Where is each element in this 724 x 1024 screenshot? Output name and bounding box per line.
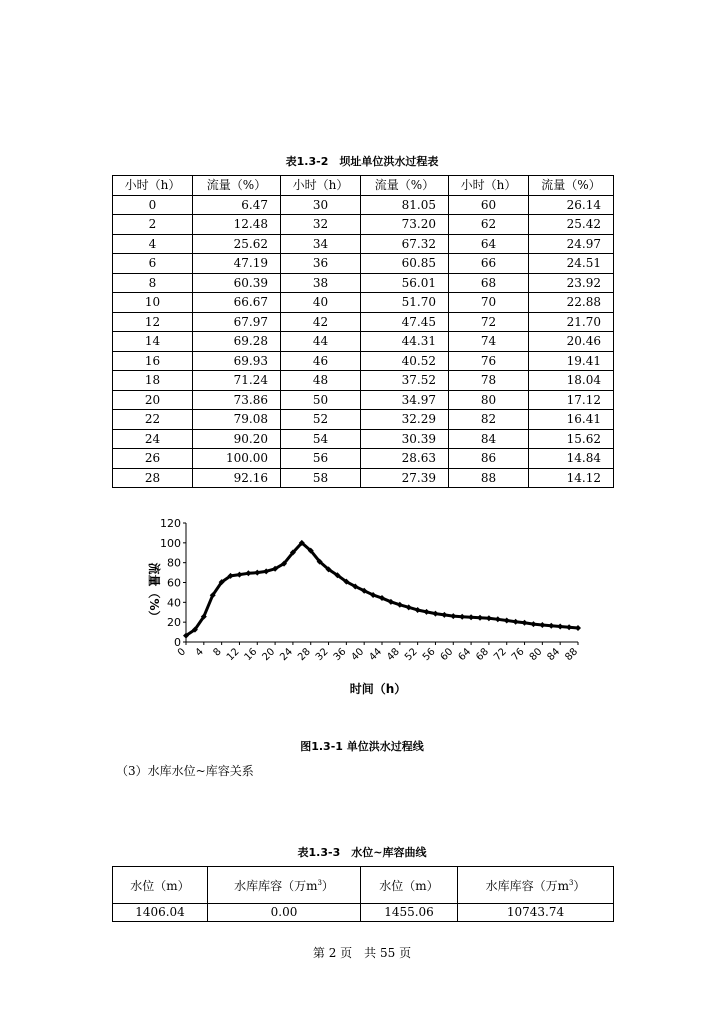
table-cell: 47.19: [193, 254, 281, 274]
table-cell: 52: [281, 410, 361, 430]
header-volume-text: 水库库容（万m: [485, 878, 569, 893]
x-axis-title: 时间（h）: [349, 682, 407, 696]
table-cell: 74: [449, 332, 529, 352]
table-cell: 56.01: [361, 273, 449, 293]
data-point: [432, 611, 438, 617]
table-cell: 67.97: [193, 312, 281, 332]
table-cell: 14.12: [529, 468, 614, 488]
header-cell-volume-2: [458, 867, 614, 904]
table-cell: 12.48: [193, 215, 281, 235]
table-row: [113, 468, 614, 488]
x-tick-label: 32: [313, 646, 331, 664]
table-cell: 24.97: [529, 234, 614, 254]
table-cell: 6: [113, 254, 193, 274]
x-tick-label: 84: [545, 646, 563, 664]
level-volume-table: [112, 866, 614, 922]
flood-process-table: [112, 175, 614, 488]
table-cell: 56: [281, 449, 361, 469]
table-cell: 25.42: [529, 215, 614, 235]
x-tick-label: 24: [278, 646, 296, 664]
x-tick-label: 80: [527, 646, 545, 664]
x-tick-label: 52: [402, 646, 420, 664]
x-tick-label: 8: [211, 646, 224, 659]
table-cell: 4: [113, 234, 193, 254]
table-cell: 67.32: [361, 234, 449, 254]
table-cell: 1455.06: [361, 904, 458, 922]
table-cell: 76: [449, 351, 529, 371]
table-cell: 42: [281, 312, 361, 332]
table-cell: 1406.04: [113, 904, 208, 922]
x-tick-label: 4: [193, 646, 206, 659]
table-cell: 66.67: [193, 293, 281, 313]
table-row: [113, 234, 614, 254]
table-cell: 10743.74: [458, 904, 614, 922]
x-tick-label: 72: [492, 646, 509, 664]
table-cell: 10: [113, 293, 193, 313]
table-cell: 64: [449, 234, 529, 254]
table-cell: 22.88: [529, 293, 614, 313]
x-tick-label: 20: [260, 646, 278, 664]
table-cell: 2: [113, 215, 193, 235]
page-footer: 第 2 页 共 55 页: [312, 946, 412, 960]
table-cell: 81.05: [361, 195, 449, 215]
table-row: [113, 410, 614, 430]
table-row: [113, 332, 614, 352]
table-cell: 70: [449, 293, 529, 313]
table-cell: 28.63: [361, 449, 449, 469]
table-cell: 68: [449, 273, 529, 293]
table-cell: 60.39: [193, 273, 281, 293]
y-tick-label: 20: [167, 616, 181, 630]
header-cell-level: 水位（m）: [113, 867, 208, 904]
x-tick-label: 88: [563, 646, 581, 664]
table-cell: 32.29: [361, 410, 449, 430]
table-cell: 40: [281, 293, 361, 313]
unit-flood-hydrograph-chart: [130, 515, 590, 705]
table-cell: 16: [113, 351, 193, 371]
x-tick-label: 36: [331, 646, 349, 664]
table-cell: 73.86: [193, 390, 281, 410]
table-cell: 84: [449, 429, 529, 449]
data-point: [254, 570, 260, 576]
table-cell: 58: [281, 468, 361, 488]
header-cell: 流量（%）: [529, 176, 614, 196]
table-cell: 51.70: [361, 293, 449, 313]
x-tick-label: 76: [509, 646, 527, 664]
data-point: [441, 612, 447, 618]
table-cell: 47.45: [361, 312, 449, 332]
x-tick-label: 68: [474, 646, 492, 664]
table-row: [113, 293, 614, 313]
table-cell: 20.46: [529, 332, 614, 352]
data-point: [513, 619, 519, 625]
data-point: [530, 621, 536, 627]
y-tick-label: 80: [167, 556, 181, 570]
table-cell: 20: [113, 390, 193, 410]
table-cell: 62: [449, 215, 529, 235]
table-cell: 25.62: [193, 234, 281, 254]
table-cell: 79.08: [193, 410, 281, 430]
table-cell: 66: [449, 254, 529, 274]
table-cell: 78: [449, 371, 529, 391]
x-tick-label: 0: [175, 646, 189, 659]
y-tick-label: 120: [160, 517, 181, 530]
table-cell: 80: [449, 390, 529, 410]
table-cell: 23.92: [529, 273, 614, 293]
table-cell: 60.85: [361, 254, 449, 274]
table-cell: 18.04: [529, 371, 614, 391]
figure-caption: 图1.3-1 单位洪水过程线: [300, 740, 424, 753]
table-cell: 37.52: [361, 371, 449, 391]
header-volume-text: 水库库容（万m: [234, 878, 318, 893]
table-cell: 14: [113, 332, 193, 352]
table-row: [113, 449, 614, 469]
table-cell: 19.41: [529, 351, 614, 371]
x-tick-label: 12: [224, 646, 242, 664]
data-point: [548, 623, 554, 629]
x-tick-label: 16: [242, 646, 260, 664]
table-row: [113, 904, 614, 922]
table-cell: 12: [113, 312, 193, 332]
y-tick-label: 100: [160, 536, 181, 550]
table-cell: 15.62: [529, 429, 614, 449]
data-point: [566, 624, 572, 630]
table-cell: 26.14: [529, 195, 614, 215]
table-cell: 0: [113, 195, 193, 215]
series-line: [186, 543, 578, 636]
header-cell: 流量（%）: [361, 176, 449, 196]
table-cell: 54: [281, 429, 361, 449]
table-cell: 69.93: [193, 351, 281, 371]
data-point: [504, 617, 510, 623]
x-tick-label: 60: [438, 646, 456, 664]
table-cell: 36: [281, 254, 361, 274]
header-volume-sup: 3: [568, 878, 574, 887]
table-row: [113, 195, 614, 215]
table-cell: 34.97: [361, 390, 449, 410]
table-cell: 38: [281, 273, 361, 293]
table-row: [113, 273, 614, 293]
data-point: [486, 615, 492, 621]
table-cell: 92.16: [193, 468, 281, 488]
x-tick-label: 44: [367, 646, 385, 664]
data-point: [522, 620, 528, 626]
data-point: [477, 615, 483, 621]
table-cell: 90.20: [193, 429, 281, 449]
table-row: [113, 312, 614, 332]
table-cell: 18: [113, 371, 193, 391]
header-volume-close: ）: [573, 878, 586, 893]
table-cell: 50: [281, 390, 361, 410]
y-axis-title: 流量（%）: [147, 562, 161, 623]
table-cell: 86: [449, 449, 529, 469]
table-cell: 100.00: [193, 449, 281, 469]
table-cell: 88: [449, 468, 529, 488]
header-cell: 流量（%）: [193, 176, 281, 196]
table-cell: 48: [281, 371, 361, 391]
x-tick-label: 48: [385, 646, 402, 664]
header-cell-volume: [208, 867, 361, 904]
x-tick-label: 56: [420, 646, 438, 664]
table-cell: 24: [113, 429, 193, 449]
table-row: [113, 215, 614, 235]
x-tick-label: 40: [349, 646, 367, 664]
data-point: [539, 622, 545, 628]
table-cell: 26: [113, 449, 193, 469]
table-cell: 0.00: [208, 904, 361, 922]
table-row: [113, 351, 614, 371]
header-cell: 小时（h）: [281, 176, 361, 196]
table-cell: 40.52: [361, 351, 449, 371]
data-point: [245, 570, 251, 576]
table-cell: 71.24: [193, 371, 281, 391]
table-cell: 22: [113, 410, 193, 430]
table-row: [113, 390, 614, 410]
table-cell: 28: [113, 468, 193, 488]
header-cell: 小时（h）: [449, 176, 529, 196]
table-cell: 73.20: [361, 215, 449, 235]
table2-title: 表1.3-3 水位~库容曲线: [297, 846, 427, 859]
table-cell: 24.51: [529, 254, 614, 274]
table-cell: 30: [281, 195, 361, 215]
table-row: [113, 429, 614, 449]
table-cell: 14.84: [529, 449, 614, 469]
x-tick-label: 64: [456, 646, 474, 664]
header-volume-close: ）: [321, 878, 334, 893]
header-cell: 小时（h）: [113, 176, 193, 196]
table-cell: 34: [281, 234, 361, 254]
table-cell: 6.47: [193, 195, 281, 215]
data-point: [450, 613, 456, 619]
section-heading: （3）水库水位~库容关系: [116, 764, 254, 778]
data-point: [236, 572, 242, 578]
table-row: [113, 371, 614, 391]
y-tick-label: 60: [167, 576, 181, 590]
header-volume-sup: 3: [317, 878, 322, 887]
table-cell: 69.28: [193, 332, 281, 352]
table-row: [113, 254, 614, 274]
header-cell-level-2: 水位（m）: [361, 867, 458, 904]
data-point: [557, 624, 563, 630]
data-point: [495, 616, 501, 622]
table-cell: 82: [449, 410, 529, 430]
table-header-row: [113, 867, 614, 904]
table-cell: 27.39: [361, 468, 449, 488]
data-point: [424, 609, 430, 615]
table-cell: 30.39: [361, 429, 449, 449]
data-point: [575, 625, 581, 631]
table-cell: 44: [281, 332, 361, 352]
table-cell: 32: [281, 215, 361, 235]
table-cell: 44.31: [361, 332, 449, 352]
table-cell: 46: [281, 351, 361, 371]
table-header-row: [113, 176, 614, 196]
y-tick-label: 40: [167, 596, 181, 610]
table-cell: 60: [449, 195, 529, 215]
table-cell: 8: [113, 273, 193, 293]
data-point: [459, 614, 465, 620]
table-cell: 72: [449, 312, 529, 332]
data-point: [468, 614, 474, 620]
y-tick-label: 0: [174, 636, 181, 649]
table-cell: 16.41: [529, 410, 614, 430]
table1-title: 表1.3-2 坝址单位洪水过程表: [285, 155, 439, 168]
table-cell: 21.70: [529, 312, 614, 332]
table-cell: 17.12: [529, 390, 614, 410]
x-tick-label: 28: [296, 646, 313, 664]
